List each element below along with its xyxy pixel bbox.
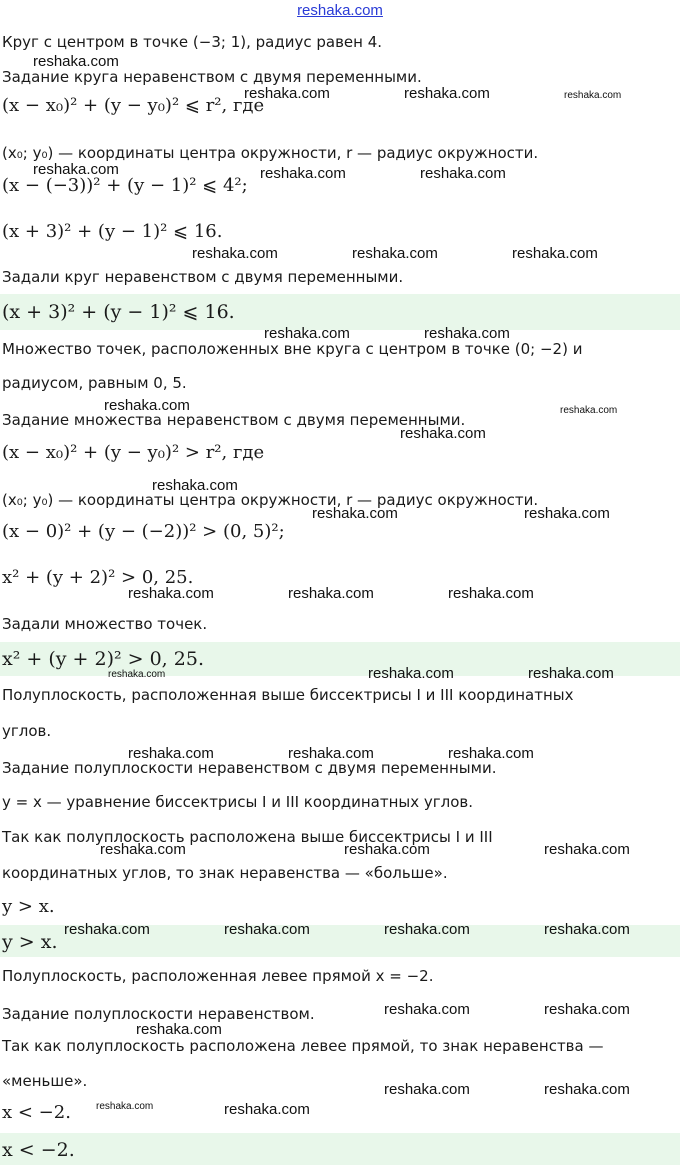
watermark: reshaka.com — [368, 665, 454, 682]
watermark: reshaka.com — [524, 505, 610, 522]
watermark: reshaka.com — [400, 425, 486, 442]
text-line: Задание полуплоскости неравенством. — [2, 1005, 315, 1023]
watermark: reshaka.com — [352, 245, 438, 262]
watermark: reshaka.com — [424, 325, 510, 342]
watermark: reshaka.com — [312, 505, 398, 522]
site-link[interactable]: reshaka.com — [297, 2, 383, 19]
text-line: Задали круг неравенством с двумя переменными. — [2, 268, 404, 286]
text-line: «меньше». — [2, 1072, 88, 1090]
formula-line: (x − (−3))² + (y − 1)² ⩽ 4²; — [2, 175, 248, 196]
text-line: Полуплоскость, расположенная левее прямой x = −2. — [2, 967, 434, 985]
text-line: Полуплоскость, расположенная выше биссектрисы I и III координатных — [2, 686, 574, 704]
formula-line: (x − x₀)² + (y − y₀)² > r², где — [2, 442, 265, 463]
watermark: reshaka.com — [288, 585, 374, 602]
watermark: reshaka.com — [192, 245, 278, 262]
text-line: Круг с центром в точке (−3; 1), радиус равен 4. — [2, 33, 383, 51]
text-line: углов. — [2, 722, 52, 740]
text-line: координатных углов, то знак неравенства — «больше». — [2, 864, 448, 882]
watermark: reshaka.com — [448, 745, 534, 762]
watermark: reshaka.com — [528, 665, 614, 682]
formula-line: (x − x₀)² + (y − y₀)² ⩽ r², где — [2, 95, 265, 116]
watermark: reshaka.com — [33, 161, 119, 178]
watermark: reshaka.com — [224, 921, 310, 938]
watermark: reshaka.com — [104, 397, 190, 414]
watermark: reshaka.com — [564, 90, 622, 101]
watermark: reshaka.com — [544, 841, 630, 858]
watermark: reshaka.com — [264, 325, 350, 342]
formula-line: (x + 3)² + (y − 1)² ⩽ 16. — [2, 221, 223, 242]
watermark: reshaka.com — [152, 477, 238, 494]
text-line: радиусом, равным 0, 5. — [2, 374, 187, 392]
watermark: reshaka.com — [244, 85, 330, 102]
watermark: reshaka.com — [544, 1081, 630, 1098]
text-line: y = x — уравнение биссектрисы I и III координатных углов. — [2, 793, 474, 811]
watermark: reshaka.com — [96, 1101, 154, 1112]
watermark: reshaka.com — [384, 1081, 470, 1098]
text-line: Задали множество точек. — [2, 615, 208, 633]
watermark: reshaka.com — [384, 1001, 470, 1018]
watermark: reshaka.com — [128, 745, 214, 762]
text-line: (x₀; y₀) — координаты центра окружности, r — радиус окружности. — [2, 491, 539, 509]
watermark: reshaka.com — [288, 745, 374, 762]
watermark: reshaka.com — [404, 85, 490, 102]
answer-line: x < −2. — [2, 1139, 75, 1161]
watermark: reshaka.com — [100, 841, 186, 858]
text-line: Задание множества неравенством с двумя переменными. — [2, 411, 466, 429]
watermark: reshaka.com — [448, 585, 534, 602]
formula-line: x² + (y + 2)² > 0, 25. — [2, 567, 194, 588]
watermark: reshaka.com — [128, 585, 214, 602]
watermark: reshaka.com — [33, 53, 119, 70]
text-line: Множество точек, расположенных вне круга с центром в точке (0; −2) и — [2, 340, 583, 358]
watermark: reshaka.com — [544, 1001, 630, 1018]
watermark: reshaka.com — [420, 165, 506, 182]
answer-line: (x + 3)² + (y − 1)² ⩽ 16. — [2, 301, 235, 323]
answer-line: x² + (y + 2)² > 0, 25. — [2, 648, 204, 670]
watermark: reshaka.com — [544, 921, 630, 938]
watermark: reshaka.com — [108, 669, 166, 680]
watermark: reshaka.com — [560, 405, 618, 416]
answer-line: y > x. — [2, 931, 58, 953]
watermark: reshaka.com — [64, 921, 150, 938]
watermark: reshaka.com — [344, 841, 430, 858]
text-line: (x₀; y₀) — координаты центра окружности, r — радиус окружности. — [2, 144, 539, 162]
watermark: reshaka.com — [224, 1101, 310, 1118]
formula-line: x < −2. — [2, 1102, 71, 1123]
text-line: Задание полуплоскости неравенством с двумя переменными. — [2, 759, 497, 777]
text-line: Задание круга неравенством с двумя переменными. — [2, 68, 422, 86]
watermark: reshaka.com — [512, 245, 598, 262]
text-line: Так как полуплоскость расположена левее прямой, то знак неравенства — — [2, 1037, 604, 1055]
formula-line: y > x. — [2, 896, 55, 917]
formula-line: (x − 0)² + (y − (−2))² > (0, 5)²; — [2, 521, 285, 542]
watermark: reshaka.com — [384, 921, 470, 938]
text-line: Так как полуплоскость расположена выше биссектрисы I и III — [2, 828, 493, 846]
watermark: reshaka.com — [136, 1021, 222, 1038]
watermark: reshaka.com — [260, 165, 346, 182]
